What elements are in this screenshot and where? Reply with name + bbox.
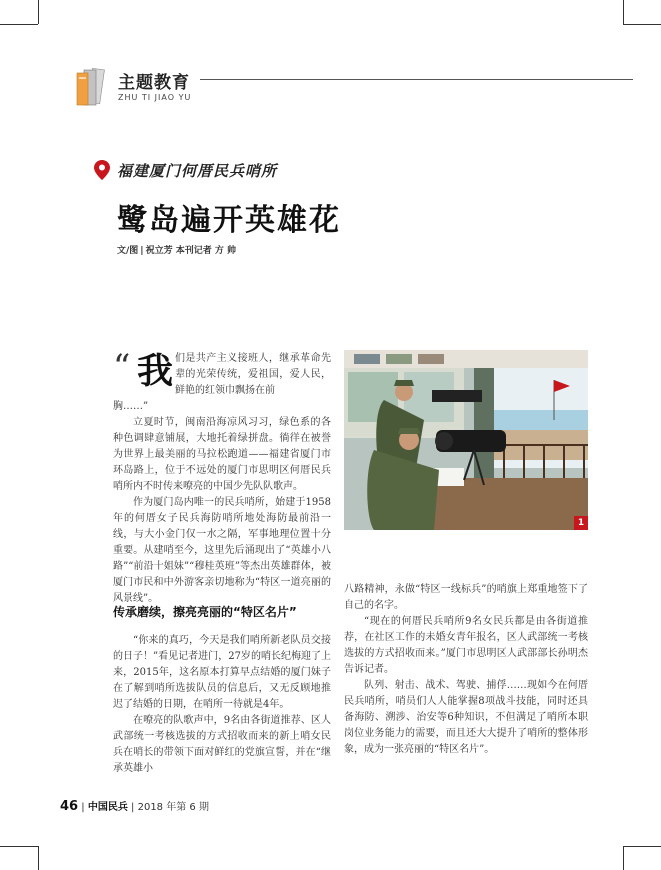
body-column-1 xyxy=(113,415,331,607)
crop-mark xyxy=(38,0,39,24)
body-column-1-lower xyxy=(113,633,331,777)
section-subtitle: ZHU TI JIAO YU xyxy=(118,93,192,102)
open-quote: “ xyxy=(113,347,131,387)
body-paragraph: 队列、射击、战术、驾驶、捕俘……现如今在何厝民兵哨所，哨员们人人能掌握8项战斗技能，同时还具备海防、溯涉、治安等6种知识，不但满足了哨所本职岗位业务能力的需要，而且还大大提升了哨所的整体形象，成为一张亮丽的“特区名片”。 xyxy=(344,680,588,755)
issue-label: 2018 年第 6 期 xyxy=(137,802,209,813)
crop-mark xyxy=(0,846,38,847)
crop-mark xyxy=(623,846,624,870)
body-paragraph: 立夏时节，闽南沿海凉风习习，绿色系的各种色调肆意铺展，大地托着绿拼盘。徜徉在被誉为世界上最美丽的马拉松跑道——福建省厦门市环岛路上，位于不远处的厦门市思明区何厝民兵哨所内不时传来嘹亮的中国少先队队歌声。 xyxy=(113,417,331,492)
body-paragraph: 作为厦门岛内唯一的民兵哨所，始建于1958年的何厝女子民兵海防哨所地处海防最前沿一线，与大小金门仅一水之隔，军事地理位置十分重要。从建哨至今，这里先后涌现出了“英雄小八路”“前沿十姐妹”“穆桂英班”等杰出英雄群体，被厦门市民和中外游客亲切地称为“特区一道亮丽的风景线”。 xyxy=(113,497,331,604)
body-paragraph: 在嘹亮的队歌声中，9名由各街道推荐、区人武部统一考核选拔的方式招收而来的新上哨女民兵在哨长的带领下面对鲜红的党旗宣誓，并在“继承英雄小 xyxy=(113,715,331,774)
lead-tail: 胸……” xyxy=(113,401,149,412)
body-paragraph: “你来的真巧，今天是我们哨所新老队员交接的日子！”看见记者进门，27岁的哨长纪梅迎了上来，2015年，这名原本打算早点结婚的厦门妹子在了解到哨所选拔队员的信息后，又无反顾地推迟了结婚的日期，在哨所一待就是4年。 xyxy=(113,635,331,710)
drop-cap: 我 xyxy=(137,351,174,392)
section-title: 主题教育 xyxy=(118,73,190,93)
magazine-name: 中国民兵 xyxy=(87,802,128,813)
crop-mark xyxy=(38,846,39,870)
body-column-2 xyxy=(344,582,588,758)
location-pin-icon xyxy=(94,160,110,180)
body-paragraph-continued: 八路精神，永做“特区一线标兵”的哨旗上郑重地签下了自己的名字。 xyxy=(344,584,588,611)
body-paragraph: “现在的何厝民兵哨所9名女民兵都是由各街道推荐，在社区工作的未婚女青年报名，区人武部统一考核选拔的方式招收而来。”厦门市思明区人武部部长孙明杰告诉记者。 xyxy=(344,616,588,675)
books-icon xyxy=(76,67,110,107)
byline-authors: 祝立芳 本刊记者 方 帅 xyxy=(145,246,236,256)
crop-mark xyxy=(623,846,661,847)
crop-mark xyxy=(623,24,661,25)
sentry-post-photo xyxy=(344,350,588,530)
section-rule xyxy=(200,79,633,80)
crop-mark xyxy=(623,0,624,24)
byline-prefix: 文/图 xyxy=(117,246,139,256)
crop-mark xyxy=(0,24,38,25)
article-byline: 文/图 | 祝立芳 本刊记者 方 帅 xyxy=(117,246,236,256)
article-headline: 鹭岛遍开英雄花 xyxy=(117,203,341,238)
article-subhead: 传承磨续，擦亮亮丽的“特区名片” xyxy=(113,605,297,619)
photo-number-badge: 1 xyxy=(574,516,588,530)
page-footer: 46 | 中国民兵 | 2018 年第 6 期 xyxy=(60,799,209,814)
page-number: 46 xyxy=(60,799,79,814)
lead-text: 们是共产主义接班人，继承革命先辈的光荣传统，爱祖国，爱人民，鲜艳的红领巾飘扬在前 xyxy=(175,353,331,396)
article-kicker: 福建厦门何厝民兵哨所 xyxy=(117,162,278,180)
article-photo xyxy=(344,350,588,530)
